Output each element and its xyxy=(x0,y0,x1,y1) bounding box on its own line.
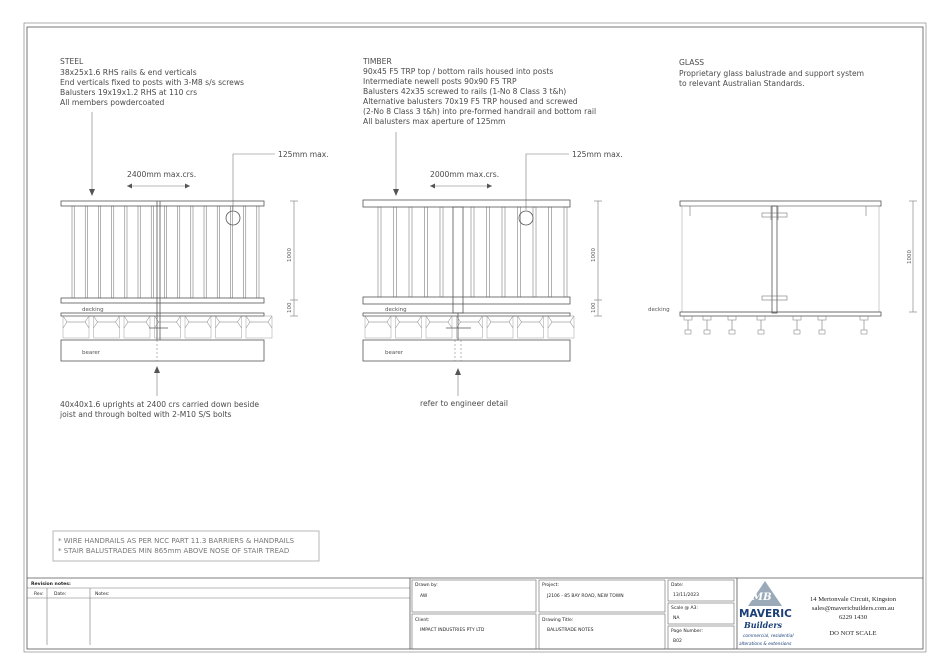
steel-aperture: 125mm max. xyxy=(278,150,329,159)
joist xyxy=(124,316,150,328)
baluster xyxy=(487,207,490,297)
page-label: Page Number: xyxy=(671,629,703,634)
pedestal-cap xyxy=(757,316,765,320)
timber-line: Balusters 42x35 screwed to rails (1-No 8 Class 3 t&h) xyxy=(363,87,567,96)
note-line: * STAIR BALUSTRADES MIN 865mm ABOVE NOSE OF STAIR TREAD xyxy=(58,547,290,555)
baluster xyxy=(564,207,567,297)
baluster xyxy=(217,206,219,298)
timber-line: All balusters max aperture of 125mm xyxy=(363,117,506,126)
arrow-head xyxy=(430,184,435,189)
joist xyxy=(518,316,544,328)
baluster xyxy=(230,206,232,298)
baluster xyxy=(178,206,180,298)
notes-box xyxy=(53,531,319,561)
pedestal-base xyxy=(794,330,800,334)
joist-outline xyxy=(185,316,211,338)
baluster xyxy=(72,206,74,298)
glass-title: GLASS xyxy=(679,58,705,67)
joist xyxy=(63,316,89,328)
timber-bearer-label: bearer xyxy=(385,350,404,356)
glass-post xyxy=(772,206,777,313)
drawn-by-label: Drawn by: xyxy=(415,583,438,588)
joist-outline xyxy=(216,316,242,338)
project-label: Project: xyxy=(542,583,559,588)
handrail xyxy=(680,201,881,206)
pedestal-cap xyxy=(728,316,736,320)
joist xyxy=(365,316,391,328)
joist-outline xyxy=(518,316,544,338)
baluster xyxy=(138,206,140,298)
steel-spacing: 2400mm max.crs. xyxy=(127,170,197,179)
baluster xyxy=(409,207,412,297)
baluster xyxy=(244,206,246,298)
post-clamp xyxy=(762,213,787,217)
joist-group xyxy=(365,316,574,338)
baluster xyxy=(151,206,153,298)
baluster xyxy=(204,206,206,298)
do-not-scale: DO NOT SCALE xyxy=(829,630,877,637)
joist xyxy=(185,316,211,328)
baluster xyxy=(394,207,397,297)
joist xyxy=(246,316,272,328)
date-value: 13/11/2023 xyxy=(673,593,699,598)
baluster xyxy=(533,207,536,297)
bottom-rail xyxy=(61,298,264,303)
title-block xyxy=(27,578,923,649)
timber-decking-label: decking xyxy=(385,307,407,313)
logo-tagline: alterations & extensions xyxy=(739,642,792,647)
joist-outline xyxy=(487,316,513,338)
joist xyxy=(155,316,181,328)
timber-line: Intermediate newell posts 90x90 F5 TRP xyxy=(363,77,517,86)
page-value: B02 xyxy=(673,639,682,644)
timber-bottom-line: refer to engineer detail xyxy=(420,399,508,408)
pedestal-base xyxy=(704,330,710,334)
steel-gap: 100 xyxy=(287,302,293,313)
drawing-title-label: Drawing Title: xyxy=(542,618,574,623)
scale-label: Scale @ A3: xyxy=(671,606,698,611)
client-label: Client: xyxy=(415,618,430,623)
maveric-logo xyxy=(737,578,794,649)
baluster xyxy=(425,207,428,297)
baluster xyxy=(440,207,443,297)
arrow-head xyxy=(455,368,461,375)
baluster xyxy=(378,207,381,297)
joist-outline xyxy=(365,316,391,338)
glass-decking-label: decking xyxy=(648,307,670,313)
post-clamp xyxy=(762,296,787,300)
joist xyxy=(487,316,513,328)
steel-bearer-label: bearer xyxy=(82,350,101,356)
aperture-sphere xyxy=(519,211,533,225)
logo-initials: MB xyxy=(752,592,772,603)
timber-section xyxy=(362,57,623,408)
arrow-head xyxy=(185,184,190,189)
baluster xyxy=(191,206,193,298)
leader-line xyxy=(526,154,569,210)
arrow-head xyxy=(393,189,399,196)
baluster xyxy=(85,206,87,298)
date-label: Date: xyxy=(671,583,684,588)
joist-outline xyxy=(94,316,120,338)
joist-outline xyxy=(63,316,89,338)
glass-line: to relevant Australian Standards. xyxy=(679,79,805,88)
joist-outline xyxy=(155,316,181,338)
project-value: J2106 - 85 BAY ROAD, NEW TOWN xyxy=(547,594,624,599)
timber-height: 1000 xyxy=(591,248,597,262)
glass-height: 1000 xyxy=(907,250,913,264)
joist-outline xyxy=(246,316,272,338)
joist xyxy=(94,316,120,328)
steel-line: 38x25x1.6 RHS rails & end verticals xyxy=(60,68,197,77)
pedestal-cap xyxy=(818,316,826,320)
joist xyxy=(216,316,242,328)
decking-board xyxy=(680,312,881,316)
decking-board xyxy=(363,313,570,316)
baluster xyxy=(549,207,552,297)
aperture-sphere xyxy=(226,211,240,225)
steel-bottom-line: joist and through bolted with 2-M10 S/S bolts xyxy=(60,410,232,419)
timber-gap: 100 xyxy=(591,302,597,313)
note-line: * WIRE HANDRAILS AS PER NCC PART 11.3 BARRIERS & HANDRAILS xyxy=(58,537,295,545)
steel-decking-label: decking xyxy=(82,307,104,313)
joist xyxy=(548,316,574,328)
pedestal-base xyxy=(685,330,691,334)
phone: 6229 1430 xyxy=(838,614,868,621)
timber-spacing: 2000mm max.crs. xyxy=(430,170,500,179)
steel-bottom-line: 40x40x1.6 uprights at 2400 crs carried down beside xyxy=(60,400,260,409)
baluster xyxy=(98,206,100,298)
arrow-head xyxy=(127,184,132,189)
pedestal-cap xyxy=(703,316,711,320)
pedestal-group xyxy=(684,316,868,334)
notes-header: Notes: xyxy=(95,592,110,597)
bottom-rail xyxy=(363,297,570,304)
joist-outline xyxy=(124,316,150,338)
baluster xyxy=(518,207,521,297)
date-header: Date: xyxy=(54,592,67,597)
pedestal-cap xyxy=(684,316,692,320)
joist-outline xyxy=(457,316,483,338)
rev-header: Rev: xyxy=(34,592,44,597)
logo-name: MAVERIC xyxy=(739,608,792,620)
steel-section xyxy=(59,57,329,419)
baluster xyxy=(257,206,259,298)
baluster xyxy=(502,207,505,297)
joist-group xyxy=(63,316,272,338)
drawn-by-value: AW xyxy=(420,594,428,599)
joist xyxy=(396,316,422,328)
steel-title: STEEL xyxy=(60,57,84,66)
steel-line: End verticals fixed to posts with 3-M8 s/s screws xyxy=(60,78,244,87)
pedestal-cap xyxy=(860,316,868,320)
baluster xyxy=(112,206,114,298)
timber-line: (2-No 8 Class 3 t&h) into pre-formed handrail and bottom rail xyxy=(363,107,597,116)
leader-line xyxy=(233,154,275,210)
baluster-group xyxy=(72,206,259,298)
timber-aperture: 125mm max. xyxy=(572,150,623,159)
glass-line: Proprietary glass balustrade and support system xyxy=(679,69,865,78)
pedestal-base xyxy=(819,330,825,334)
address: 14 Mertonvale Circuit, Kingston xyxy=(809,596,897,603)
drawing-title-value: BALUSTRADE NOTES xyxy=(547,628,594,633)
client-value: IMPACT INDUSTRIES PTY LTD xyxy=(420,628,485,633)
steel-line: All members powdercoated xyxy=(60,98,165,107)
joist xyxy=(426,316,452,328)
arrow-head xyxy=(89,189,95,196)
top-rail xyxy=(363,200,570,207)
baluster xyxy=(471,207,474,297)
arrow-head xyxy=(487,184,492,189)
revision-notes-label: Revision notes: xyxy=(31,582,71,587)
steel-height: 1000 xyxy=(287,248,293,262)
timber-title: TIMBER xyxy=(363,57,392,66)
email: sales@mavericbuilders.com.au xyxy=(811,605,895,612)
pedestal-cap xyxy=(793,316,801,320)
decking-board xyxy=(61,313,264,316)
joist-outline xyxy=(426,316,452,338)
pedestal-base xyxy=(729,330,735,334)
arrow-head xyxy=(154,366,160,373)
joist-outline xyxy=(396,316,422,338)
joist-outline xyxy=(548,316,574,338)
timber-line: 90x45 F5 TRP top / bottom rails housed into posts xyxy=(363,67,554,76)
pedestal-base xyxy=(758,330,764,334)
top-rail xyxy=(61,201,264,206)
baluster xyxy=(164,206,166,298)
steel-line: Balusters 19x19x1.2 RHS at 110 crs xyxy=(60,88,198,97)
scale-value: NA xyxy=(673,616,680,621)
joist xyxy=(457,316,483,328)
pedestal-base xyxy=(861,330,867,334)
glass-section xyxy=(648,58,917,334)
baluster-group xyxy=(378,207,567,297)
logo-tagline: commercial, residential xyxy=(743,634,794,639)
baluster xyxy=(125,206,127,298)
timber-line: Alternative balusters 70x19 F5 TRP housed and screwed xyxy=(363,97,578,106)
logo-sub: Builders xyxy=(744,620,783,630)
